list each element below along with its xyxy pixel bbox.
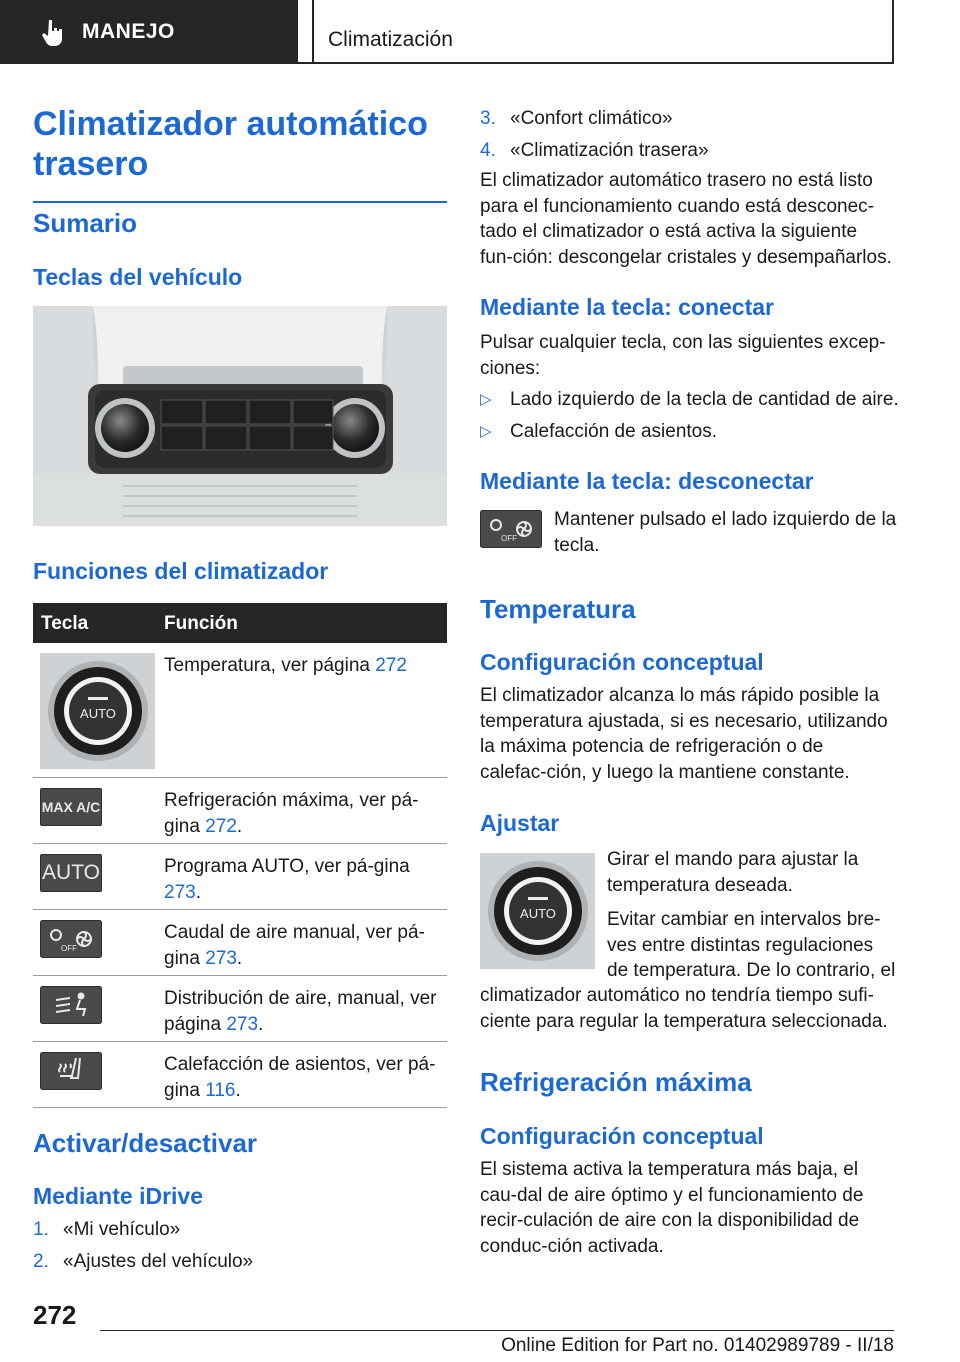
heading-teclas: Teclas del vehículo — [33, 264, 243, 290]
table-row-desc: Caudal de aire manual, ver pá-gina 273. — [164, 922, 425, 969]
heading-activar: Activar/desactivar — [33, 1128, 258, 1158]
page-number: 272 — [33, 1300, 77, 1330]
table-row-desc: Temperatura, ver página 272 — [164, 655, 407, 676]
config1-paragraph: El climatizador alcanza lo más rápido posible la temperatura ajustada, si es necesario, utilizando la máxima potencia de refrigeración o de calefac-ción, y luego la mantiene constante. — [480, 685, 888, 783]
idrive-steps: 1. «Mi vehículo» 2. «Ajustes del vehículo» — [33, 1219, 254, 1272]
hand-pointer-icon — [38, 17, 68, 47]
auto-key-icon: AUTO — [40, 854, 102, 892]
page-link[interactable]: 116 — [205, 1079, 236, 1101]
svg-text:OFF: OFF — [61, 944, 77, 953]
ajustar-paragraph-1: Girar el mando para ajustar la temperatura deseada. — [607, 849, 859, 896]
ajustar-paragraph-3: climatizador automático no tendría tiempo sufi-ciente para regular la temperatura seleccionada. — [480, 985, 888, 1032]
heading-config-2: Configuración conceptual — [480, 1123, 764, 1149]
header-section — [312, 0, 894, 64]
rear-climate-panel-photo — [33, 306, 447, 526]
air-distribution-key-icon — [40, 986, 102, 1024]
table-row-desc: Refrigeración máxima, ver pá-gina 272. — [164, 790, 419, 837]
desconectar-paragraph: Mantener pulsado el lado izquierdo de la tecla. — [554, 509, 897, 556]
heading-desconectar: Mediante la tecla: desconectar — [480, 468, 814, 494]
ajustar-paragraph-2: Evitar cambiar en intervalos bre-ves entre distintas regulaciones de temperatura. De lo contrario, el — [607, 909, 896, 981]
bullet-list: ▷ Lado izquierdo de la tecla de cantidad de aire. ▷ Calefacción de asientos. — [480, 389, 899, 442]
config2-paragraph: El sistema activa la temperatura más baja, el cau-dal de aire óptimo y el funcionamiento de recir-culación de aire con la disponibilidad de conduc-ción activada. — [480, 1159, 864, 1257]
idrive-steps-cont: 3. «Confort climático» 4. «Climatización trasera» — [480, 108, 709, 161]
edition-note: Online Edition for Part no. 01402989789 - II/18 — [501, 1335, 894, 1356]
page-link[interactable]: 272 — [205, 815, 237, 837]
conectar-paragraph: Pulsar cualquier tecla, con las siguientes excep-ciones: — [480, 332, 886, 379]
heading-temperatura: Temperatura — [480, 594, 636, 624]
heading-sumario: Sumario — [33, 208, 138, 238]
heading-config-1: Configuración conceptual — [480, 649, 764, 675]
table-row — [33, 778, 447, 844]
heading-idrive: Mediante iDrive — [33, 1183, 203, 1209]
intro-paragraph: El climatizador automático trasero no está listo para el funcionamiento cuando está desconec-tado el climatizador o está activa la siguiente fun-ción: descongelar cristales y desempañarlos. — [480, 170, 892, 268]
table-header — [33, 603, 447, 643]
table-col-funcion: Función — [164, 613, 238, 634]
page-link[interactable]: 273 — [226, 1013, 259, 1035]
svg-text:AUTO: AUTO — [520, 906, 556, 921]
page-link[interactable]: 273 — [164, 881, 196, 903]
air-flow-key-icon — [40, 920, 102, 958]
max-ac-key-icon: MAX A/C — [40, 788, 102, 826]
page-title: Climatizador automático trasero — [33, 105, 428, 183]
page-link[interactable]: 273 — [205, 947, 237, 969]
table-row-desc: Programa AUTO, ver pá-gina 273. — [164, 856, 410, 903]
page-link[interactable]: 272 — [375, 655, 407, 676]
svg-text:OFF: OFF — [501, 534, 517, 543]
table-col-tecla: Tecla — [41, 613, 89, 634]
table-row-desc: Calefacción de asientos, ver pá-gina 116. — [164, 1054, 436, 1101]
heading-funciones: Funciones del climatizador — [33, 558, 329, 584]
table-row — [33, 976, 447, 1042]
svg-text:AUTO: AUTO — [80, 706, 116, 721]
air-flow-key-icon — [480, 510, 542, 548]
seat-heating-key-icon — [40, 1052, 102, 1090]
table-row-desc: Distribución de aire, manual, ver página 273. — [164, 988, 437, 1035]
header-section-title: Climatización — [328, 28, 453, 51]
table-row — [33, 844, 447, 910]
heading-refrigeracion: Refrigeración máxima — [480, 1067, 752, 1097]
heading-ajustar: Ajustar — [480, 810, 560, 836]
functions-table — [33, 603, 447, 1108]
table-row — [33, 643, 447, 778]
temperature-knob-icon — [480, 853, 595, 969]
temperature-knob-icon — [40, 653, 155, 769]
heading-conectar: Mediante la tecla: conectar — [480, 294, 774, 320]
header-tab-label: MANEJO — [82, 20, 175, 43]
table-row — [33, 1042, 447, 1108]
header-tab — [0, 0, 298, 64]
table-row — [33, 910, 447, 976]
